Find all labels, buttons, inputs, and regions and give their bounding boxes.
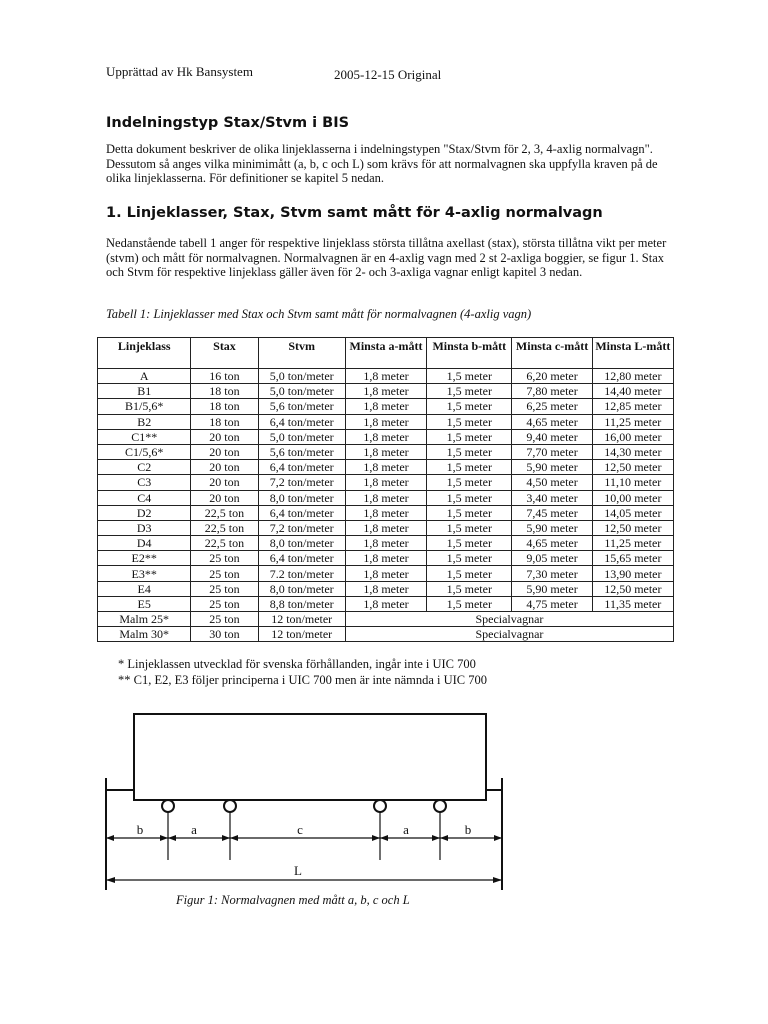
table-cell: 1,8 meter	[345, 505, 426, 520]
linjeklass-table	[97, 337, 674, 642]
table-cell: 6,4 ton/meter	[258, 414, 345, 429]
table-cell: 16 ton	[191, 369, 258, 384]
table-cell: Malm 30*	[98, 627, 191, 642]
table-cell: 7.2 ton/meter	[258, 566, 345, 581]
table-cell: 1,5 meter	[427, 551, 512, 566]
table-cell: 14,05 meter	[592, 505, 673, 520]
table-cell: 18 ton	[191, 384, 258, 399]
table-cell: 7,80 meter	[512, 384, 592, 399]
intro-paragraph: Detta dokument beskriver de olika linjeklasserna i indelningstypen "Stax/Stvm för 2, 3, 4-axlig normalvagn". Dessutom så anges vilka minimimått (a, b, c och L) som krävs för att normalvagnen ska uppfylla kraven på de olika linjeklasserna. För definitioner se kapitel 5 nedan.	[106, 142, 658, 185]
table-cell: D2	[98, 505, 191, 520]
table-cell: 1,5 meter	[427, 369, 512, 384]
table-cell: 7,70 meter	[512, 444, 592, 459]
header-c: Minsta c-mått	[512, 338, 592, 369]
table-cell: 25 ton	[191, 551, 258, 566]
table-cell: 7,2 ton/meter	[258, 520, 345, 535]
footnotes	[118, 656, 487, 688]
table-cell: C1/5,6*	[98, 444, 191, 459]
footnote-1: * Linjeklassen utvecklad för svenska förhållanden, ingår inte i UIC 700	[118, 657, 476, 671]
header-stvm: Stvm	[258, 338, 345, 369]
table-cell: A	[98, 369, 191, 384]
table-cell: 5,90 meter	[512, 581, 592, 596]
table-row-special	[98, 627, 674, 642]
wagon-diagram	[90, 700, 510, 890]
table-row	[98, 444, 674, 459]
table-cell: 1,8 meter	[345, 520, 426, 535]
table-cell: 9,05 meter	[512, 551, 592, 566]
label-a-right: a	[403, 822, 409, 837]
table-cell: 14,30 meter	[592, 444, 673, 459]
table-cell: 1,8 meter	[345, 460, 426, 475]
table-row	[98, 581, 674, 596]
table-cell: 6,20 meter	[512, 369, 592, 384]
table-cell: 16,00 meter	[592, 429, 673, 444]
table-cell: 4,75 meter	[512, 596, 592, 611]
figure-caption: Figur 1: Normalvagnen med mått a, b, c och L	[176, 893, 410, 907]
table-cell: E3**	[98, 566, 191, 581]
table-cell: 4,65 meter	[512, 414, 592, 429]
table-cell: D4	[98, 536, 191, 551]
table-cell: C2	[98, 460, 191, 475]
table-cell: 12 ton/meter	[258, 627, 345, 642]
table-cell: 8,0 ton/meter	[258, 536, 345, 551]
table-row	[98, 429, 674, 444]
table-cell: 9,40 meter	[512, 429, 592, 444]
label-b-right: b	[464, 822, 472, 837]
table-cell: B2	[98, 414, 191, 429]
footnote-2: ** C1, E2, E3 följer principerna i UIC 700 men är inte nämnda i UIC 700	[118, 673, 488, 687]
table-cell: 1,5 meter	[427, 444, 512, 459]
table-cell: 6,4 ton/meter	[258, 551, 345, 566]
table-cell: 5,90 meter	[512, 460, 592, 475]
table-row	[98, 505, 674, 520]
table-cell: 22,5 ton	[191, 520, 258, 535]
table-cell: 14,40 meter	[592, 384, 673, 399]
table-cell: 1,5 meter	[427, 520, 512, 535]
table-row	[98, 475, 674, 490]
table-header-row	[98, 338, 674, 369]
label-a-left: a	[191, 822, 197, 837]
table-cell: 1,8 meter	[345, 581, 426, 596]
table-cell: 1,8 meter	[345, 551, 426, 566]
wheel-4	[434, 800, 446, 812]
table-cell: 1,8 meter	[345, 536, 426, 551]
table-cell: 4,50 meter	[512, 475, 592, 490]
table-row	[98, 536, 674, 551]
table-cell: 22,5 ton	[191, 505, 258, 520]
table-cell: 5,0 ton/meter	[258, 384, 345, 399]
table-cell: 1,5 meter	[427, 536, 512, 551]
table-cell: 3,40 meter	[512, 490, 592, 505]
table-cell: 1,8 meter	[345, 399, 426, 414]
table-cell: 7,2 ton/meter	[258, 475, 345, 490]
section-1-title: 1. Linjeklasser, Stax, Stvm samt mått för 4-axlig normalvagn	[106, 205, 603, 221]
table-cell: 10,00 meter	[592, 490, 673, 505]
table-cell: 1,5 meter	[427, 399, 512, 414]
table-cell: 1,8 meter	[345, 414, 426, 429]
table-cell: E5	[98, 596, 191, 611]
table-cell: 6,4 ton/meter	[258, 505, 345, 520]
table-row	[98, 490, 674, 505]
table-cell: 1,8 meter	[345, 444, 426, 459]
table-cell: 5,6 ton/meter	[258, 444, 345, 459]
table-cell: 20 ton	[191, 444, 258, 459]
table-row	[98, 460, 674, 475]
table-cell: 5,0 ton/meter	[258, 369, 345, 384]
table-caption: Tabell 1: Linjeklasser med Stax och Stvm samt mått för normalvagnen (4-axlig vagn)	[106, 307, 532, 321]
table-row	[98, 596, 674, 611]
table-cell: 1,5 meter	[427, 596, 512, 611]
table-cell: 5,6 ton/meter	[258, 399, 345, 414]
table-cell: 11,25 meter	[592, 536, 673, 551]
table-row	[98, 384, 674, 399]
table-cell: E2**	[98, 551, 191, 566]
label-b-left: b	[136, 822, 144, 837]
table-cell: 12,85 meter	[592, 399, 673, 414]
table-body	[98, 369, 674, 642]
wheel-1	[162, 800, 174, 812]
table-cell: 18 ton	[191, 414, 258, 429]
table-cell: B1/5,6*	[98, 399, 191, 414]
table-row	[98, 566, 674, 581]
table-cell: 1,8 meter	[345, 490, 426, 505]
table-cell: 6,4 ton/meter	[258, 460, 345, 475]
table-cell: 8,8 ton/meter	[258, 596, 345, 611]
table-cell: 8,0 ton/meter	[258, 581, 345, 596]
table-cell: 1,8 meter	[345, 429, 426, 444]
table-cell: 20 ton	[191, 475, 258, 490]
table-cell: 11,25 meter	[592, 414, 673, 429]
header-l: Minsta L-mått	[592, 338, 673, 369]
table-cell: B1	[98, 384, 191, 399]
header-date: 2005-12-15 Original	[334, 67, 442, 82]
header-b: Minsta b-mått	[427, 338, 512, 369]
table-cell: 18 ton	[191, 399, 258, 414]
table-cell: D3	[98, 520, 191, 535]
table-cell: 7,45 meter	[512, 505, 592, 520]
wheel-2	[224, 800, 236, 812]
wagon-body	[134, 714, 486, 800]
table-cell: 20 ton	[191, 490, 258, 505]
table-cell: 1,5 meter	[427, 581, 512, 596]
table-cell: 6,25 meter	[512, 399, 592, 414]
table-row	[98, 520, 674, 535]
table-cell: 1,5 meter	[427, 490, 512, 505]
header-author: Upprättad av Hk Bansystem	[106, 64, 253, 79]
specialvagnar-cell: Specialvagnar	[345, 627, 673, 642]
table-cell: 25 ton	[191, 596, 258, 611]
table-row-special	[98, 612, 674, 627]
table-cell: 1,8 meter	[345, 475, 426, 490]
table-cell: 1,5 meter	[427, 460, 512, 475]
table-cell: 13,90 meter	[592, 566, 673, 581]
table-cell: 1,5 meter	[427, 475, 512, 490]
table-cell: 20 ton	[191, 460, 258, 475]
table-cell: 8,0 ton/meter	[258, 490, 345, 505]
table-cell: 12 ton/meter	[258, 612, 345, 627]
document-title: Indelningstyp Stax/Stvm i BIS	[106, 115, 350, 131]
table-cell: 25 ton	[191, 566, 258, 581]
table-cell: Malm 25*	[98, 612, 191, 627]
table-cell: C4	[98, 490, 191, 505]
table-cell: 12,80 meter	[592, 369, 673, 384]
table-cell: 11,35 meter	[592, 596, 673, 611]
table-cell: 5,90 meter	[512, 520, 592, 535]
table-cell: 1,8 meter	[345, 566, 426, 581]
table-cell: 12,50 meter	[592, 520, 673, 535]
table-cell: 1,5 meter	[427, 505, 512, 520]
table-cell: C3	[98, 475, 191, 490]
table-cell: 1,5 meter	[427, 566, 512, 581]
table-cell: 22,5 ton	[191, 536, 258, 551]
table-cell: 12,50 meter	[592, 460, 673, 475]
table-row	[98, 399, 674, 414]
table-cell: 4,65 meter	[512, 536, 592, 551]
label-c: c	[297, 822, 303, 837]
table-cell: 1,8 meter	[345, 369, 426, 384]
table-cell: 25 ton	[191, 581, 258, 596]
label-l: L	[294, 863, 302, 878]
table-cell: 1,8 meter	[345, 384, 426, 399]
section-1-paragraph: Nedanstående tabell 1 anger för respektive linjeklass största tillåtna axellast (stax), största tillåtna vikt per meter (stvm) och mått för normalvagnen. Normalvagnen är en 4-axlig vagn med 2 st 2-axliga boggier, se figur 1. Stax och Stvm för respektive linjeklass gäller även för 2- och 3-axliga vagnar enligt kapitel 3 nedan.	[106, 236, 667, 279]
table-cell: 15,65 meter	[592, 551, 673, 566]
table-cell: 30 ton	[191, 627, 258, 642]
header-linjeklass: Linjeklass	[98, 338, 191, 369]
table-cell: 5,0 ton/meter	[258, 429, 345, 444]
specialvagnar-cell: Specialvagnar	[345, 612, 673, 627]
table-cell: 20 ton	[191, 429, 258, 444]
table-cell: 1,5 meter	[427, 429, 512, 444]
table-cell: 11,10 meter	[592, 475, 673, 490]
table-cell: E4	[98, 581, 191, 596]
table-row	[98, 414, 674, 429]
header-stax: Stax	[191, 338, 258, 369]
table-cell: 25 ton	[191, 612, 258, 627]
table-row	[98, 369, 674, 384]
table-cell: 1,5 meter	[427, 384, 512, 399]
header-a: Minsta a-mått	[345, 338, 426, 369]
table-cell: C1**	[98, 429, 191, 444]
table-cell: 1,5 meter	[427, 414, 512, 429]
table-cell: 7,30 meter	[512, 566, 592, 581]
table-cell: 1,8 meter	[345, 596, 426, 611]
table-cell: 12,50 meter	[592, 581, 673, 596]
wheel-3	[374, 800, 386, 812]
table-row	[98, 551, 674, 566]
